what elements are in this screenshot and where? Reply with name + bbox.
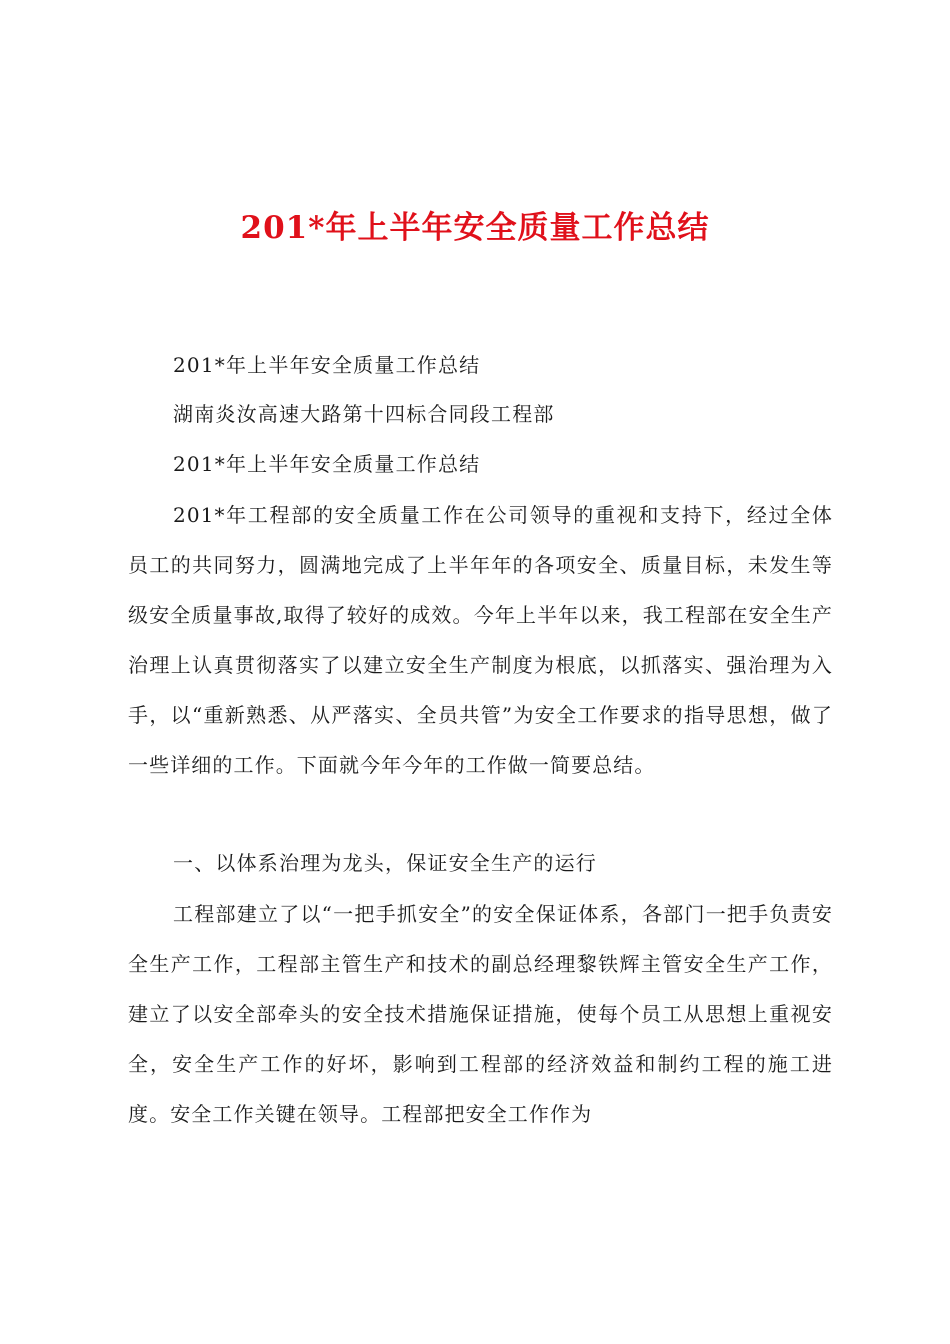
body-paragraph-intro: 201*年工程部的安全质量工作在公司领导的重视和支持下，经过全体员工的共同努力，圆满地完成了上半年年的各项安全、质量目标，未发生等级安全质量事故,取得了较好的成效。今年上半年以来，我工程部在安全生产治理上认真贯彻落实了以建立安全生产制度为根底，以抓落实、强治理为入手，以“重新熟悉、从严落实、全员共管”为安全工作要求的指导思想，做了一些详细的工作。下面就今年今年的工作做一简要总结。 <box>128 503 833 777</box>
header-line-title: 201*年上半年安全质量工作总结 <box>173 353 481 377</box>
header-line-subtitle: 201*年上半年安全质量工作总结 <box>173 452 481 476</box>
header-line-organization: 湖南炎汝高速大路第十四标合同段工程部 <box>173 402 555 426</box>
section-heading: 一、以体系治理为龙头，保证安全生产的运行 <box>173 851 597 875</box>
document-title: 201*年上半年安全质量工作总结 <box>240 210 710 246</box>
body-paragraph-system: 工程部建立了以“一把手抓安全”的安全保证体系，各部门一把手负责安全生产工作，工程部主管生产和技术的副总经理黎铁辉主管安全生产工作，建立了以安全部牵头的安全技术措施保证措施，使每个员工从思想上重视安全，安全生产工作的好坏，影响到工程部的经济效益和制约工程的施工进度。安全工作关键在领导。工程部把安全工作作为 <box>128 902 833 1126</box>
